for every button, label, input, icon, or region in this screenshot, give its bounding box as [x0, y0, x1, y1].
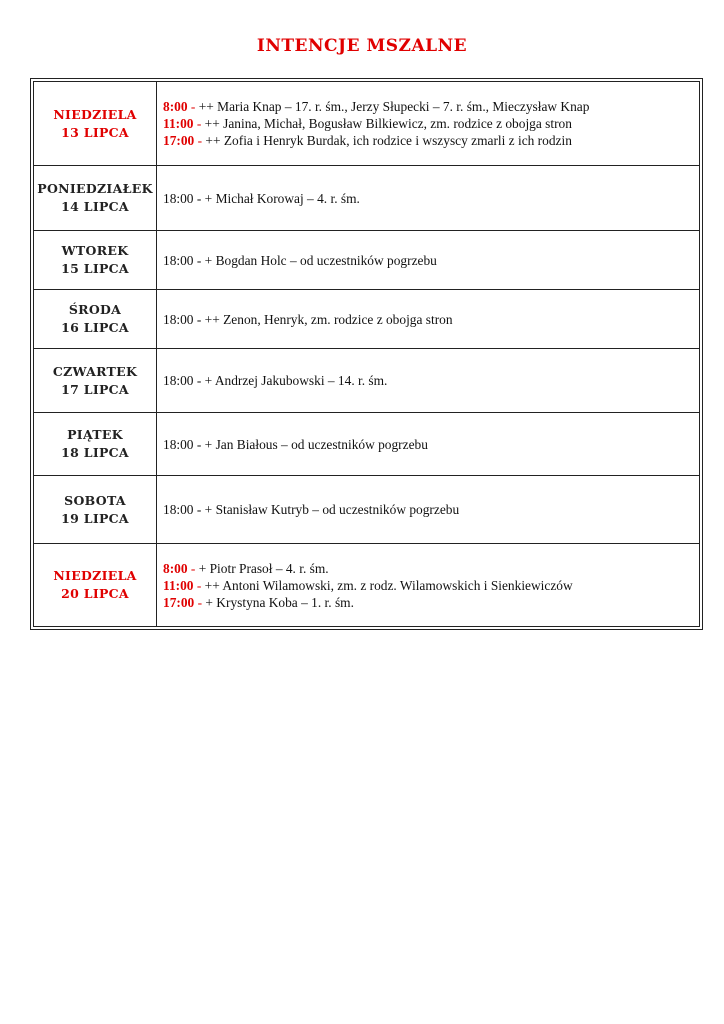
- intentions-cell: [157, 349, 699, 412]
- day-cell: [34, 166, 157, 230]
- intention-entry: 17:00 - ++ Zofia i Henryk Burdak, ich rodzice i wszyscy zmarli z ich rodzin: [163, 133, 572, 148]
- intention-entry: 18:00 - + Stanisław Kutryb – od uczestników pogrzebu: [163, 502, 460, 517]
- day-date: 17 LIPCA: [61, 381, 129, 397]
- day-cell: [34, 290, 157, 348]
- day-cell: [34, 231, 157, 289]
- day-name: PONIEDZIAŁEK: [37, 181, 153, 196]
- page-title: INTENCJE MSZALNE: [256, 36, 468, 56]
- mass-time: 8:00: [163, 99, 188, 114]
- day-name: PIĄTEK: [67, 427, 123, 442]
- day-name: WTOREK: [61, 243, 129, 258]
- intentions-cell: [157, 290, 699, 348]
- intention-entry: 11:00 - ++ Janina, Michał, Bogusław Bilkiewicz, zm. rodzice z obojga stron: [163, 116, 572, 131]
- mass-time: 18:00: [163, 190, 194, 206]
- table-row: [34, 231, 699, 290]
- table-row: [34, 290, 699, 349]
- table-row: [34, 544, 699, 626]
- day-cell: [34, 413, 157, 475]
- intention-text: + Stanisław Kutryb – od uczestników pogrzebu: [201, 502, 460, 517]
- intention-text: ++ Zenon, Henryk, zm. rodzice z obojga stron: [201, 311, 453, 327]
- intention-text: ++ Antoni Wilamowski, zm. z rodz. Wilamowskich i Sienkiewiczów: [201, 577, 573, 593]
- intention-entry: 18:00 - + Bogdan Holc – od uczestników pogrzebu: [163, 252, 437, 268]
- intention-entry: 11:00 - ++ Antoni Wilamowski, zm. z rodz. Wilamowskich i Sienkiewiczów: [163, 577, 573, 593]
- day-date: 15 LIPCA: [61, 261, 129, 276]
- mass-time: 18:00: [163, 502, 194, 517]
- day-name: SOBOTA: [64, 492, 126, 508]
- intention-text: ++ Zofia i Henryk Burdak, ich rodzice i wszyscy zmarli z ich rodzin: [202, 133, 572, 148]
- day-date: 14 LIPCA: [61, 199, 129, 214]
- intention-text: + Piotr Prasoł – 4. r. śm.: [195, 560, 329, 576]
- intention-text: + Krystyna Koba – 1. r. śm.: [202, 594, 354, 610]
- intentions-cell: [157, 413, 699, 475]
- mass-time: 18:00: [163, 252, 194, 268]
- intentions-cell: [157, 166, 699, 230]
- intention-text: + Bogdan Holc – od uczestników pogrzebu: [201, 252, 437, 268]
- intention-text: + Andrzej Jakubowski – 14. r. śm.: [201, 373, 388, 388]
- intention-entry: 18:00 - ++ Zenon, Henryk, zm. rodzice z obojga stron: [163, 311, 453, 327]
- day-name: CZWARTEK: [52, 363, 138, 379]
- table-row: [34, 413, 699, 476]
- day-cell: [34, 544, 157, 626]
- mass-time: 11:00: [163, 116, 194, 131]
- day-date: 16 LIPCA: [61, 320, 129, 335]
- day-date: 19 LIPCA: [61, 510, 129, 526]
- mass-time: 18:00: [163, 373, 194, 388]
- day-cell: [34, 82, 157, 165]
- day-name: NIEDZIELA: [53, 568, 137, 583]
- intentions-cell: [157, 476, 699, 543]
- mass-time: 17:00: [163, 594, 195, 610]
- intention-entry: 8:00 - + Piotr Prasoł – 4. r. śm.: [163, 560, 329, 576]
- day-cell: [34, 349, 157, 412]
- table-row: [34, 166, 699, 231]
- table-row: [34, 82, 699, 166]
- day-name: ŚRODA: [68, 302, 122, 317]
- intention-entry: 17:00 - + Krystyna Koba – 1. r. śm.: [163, 594, 354, 610]
- intention-entry: 18:00 - + Michał Korowaj – 4. r. śm.: [163, 190, 360, 206]
- mass-intentions-table: [33, 81, 700, 627]
- table-row: [34, 476, 699, 544]
- intention-text: ++ Maria Knap – 17. r. śm., Jerzy Słupecki – 7. r. śm., Mieczysław Knap: [195, 99, 590, 114]
- day-date: 20 LIPCA: [61, 586, 129, 601]
- mass-time: 17:00: [163, 133, 195, 148]
- intentions-cell: [157, 231, 699, 289]
- mass-time: 8:00: [163, 560, 188, 576]
- table-row: [34, 349, 699, 413]
- mass-time: 18:00: [163, 436, 194, 452]
- intentions-cell: [157, 544, 699, 626]
- intention-entry: 18:00 - + Jan Białous – od uczestników pogrzebu: [163, 436, 428, 452]
- intention-entry: 8:00 - ++ Maria Knap – 17. r. śm., Jerzy Słupecki – 7. r. śm., Mieczysław Knap: [163, 99, 590, 114]
- intention-text: + Michał Korowaj – 4. r. śm.: [201, 190, 360, 206]
- intention-entry: 18:00 - + Andrzej Jakubowski – 14. r. śm.: [163, 373, 388, 388]
- intention-text: + Jan Białous – od uczestników pogrzebu: [201, 436, 428, 452]
- mass-time: 18:00: [163, 311, 194, 327]
- mass-time: 11:00: [163, 577, 194, 593]
- day-date: 18 LIPCA: [61, 445, 129, 460]
- day-name: NIEDZIELA: [53, 106, 137, 122]
- day-cell: [34, 476, 157, 543]
- day-date: 13 LIPCA: [61, 124, 129, 140]
- intentions-cell: [157, 82, 699, 165]
- intention-text: ++ Janina, Michał, Bogusław Bilkiewicz, zm. rodzice z obojga stron: [201, 116, 572, 131]
